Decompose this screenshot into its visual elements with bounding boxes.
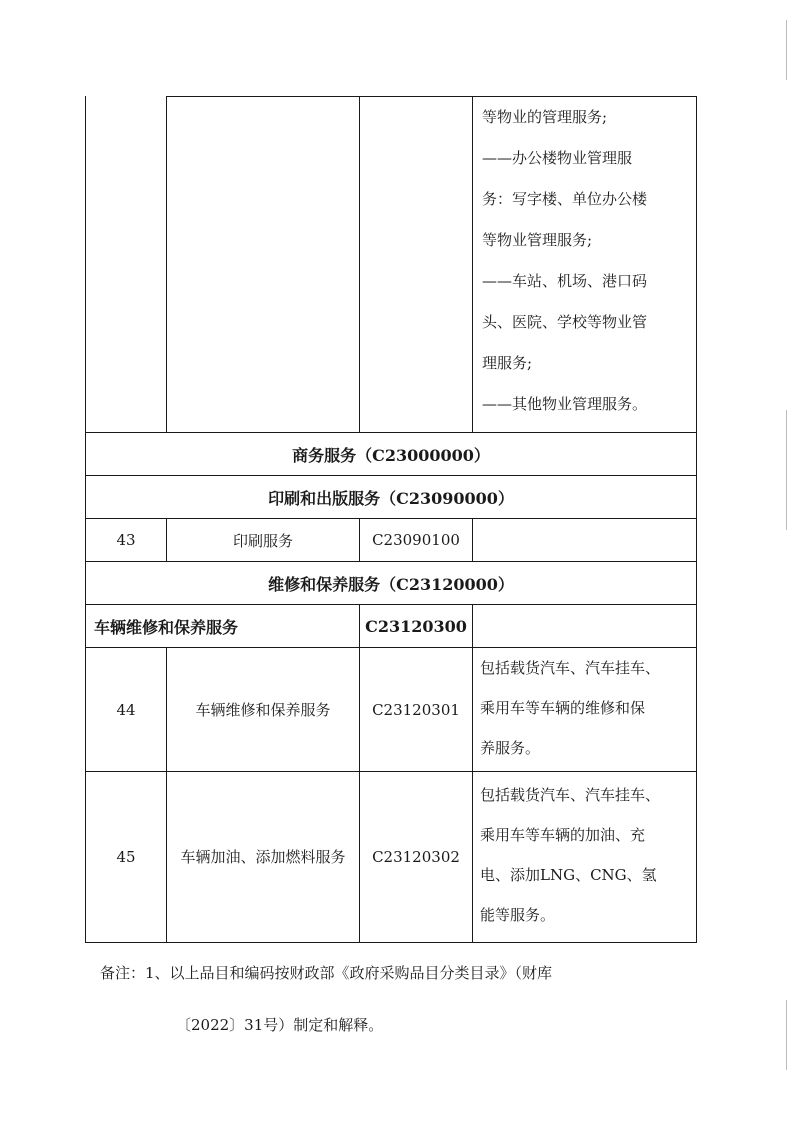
col-divider	[472, 604, 473, 647]
scan-mark	[786, 1000, 787, 1070]
group-vehicle-name: 车辆维修和保养服务	[94, 617, 239, 637]
col-divider	[359, 96, 360, 432]
row-43-code: C23090100	[372, 531, 460, 549]
row-45-description: 包括载货汽车、汽车挂车、 乘用车等车辆的加油、充 电、添加LNG、CNG、氢 能等服务。	[480, 786, 661, 924]
row-divider	[85, 942, 697, 943]
row-44-name: 车辆维修和保养服务	[195, 701, 331, 719]
row-44-description: 包括载货汽车、汽车挂车、 乘用车等车辆的维修和保 养服务。	[480, 659, 661, 757]
row-43-number: 43	[116, 531, 136, 549]
scan-mark	[786, 410, 787, 530]
section-business-services: 商务服务（C23000000）	[292, 445, 490, 465]
col-divider	[472, 647, 473, 942]
col-divider	[166, 96, 167, 432]
section-repair-maintenance: 维修和保养服务（C23120000）	[268, 574, 514, 594]
section-printing-publishing: 印刷和出版服务（C23090000）	[268, 488, 514, 508]
row-44-code: C23120301	[372, 700, 460, 719]
scan-mark	[786, 20, 787, 80]
group-vehicle-code: C23120300	[365, 616, 467, 636]
remark-line-1: 备注：1、以上品目和编码按财政部《政府采购品目分类目录》（财库	[100, 964, 553, 982]
row-45-number: 45	[116, 848, 136, 866]
row-44-number: 44	[116, 700, 136, 719]
continuation-description: 等物业的管理服务; ——办公楼物业管理服 务：写字楼、单位办公楼 等物业管理服务; ——车站、机场、港口码 头、医院、学校等物业管 理服务; ——其他物业管理服务。	[482, 108, 648, 413]
col-divider	[472, 96, 473, 432]
row-45-name: 车辆加油、添加燃料服务	[180, 848, 346, 866]
row-43-description	[473, 519, 696, 561]
table-border-right	[696, 96, 697, 942]
row-43-name: 印刷服务	[232, 531, 293, 550]
remark-line-2: 〔2022〕31号）制定和解释。	[176, 1016, 384, 1034]
row-45-code: C23120302	[372, 848, 460, 866]
